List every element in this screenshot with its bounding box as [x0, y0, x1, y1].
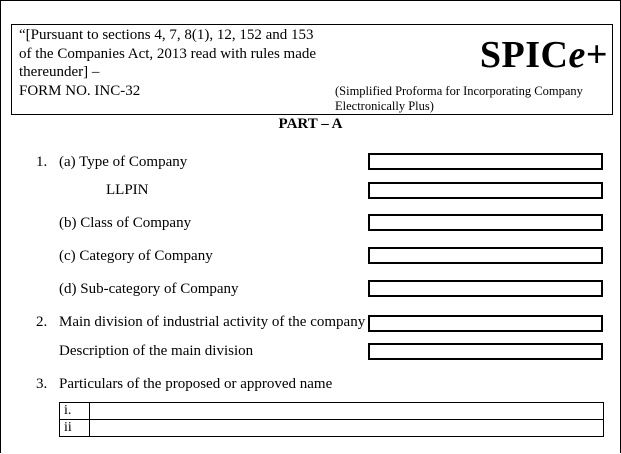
question-1-number: 1. — [36, 154, 48, 170]
question-3-number: 3. — [36, 376, 48, 392]
main-division-description-label: Description of the main division — [59, 343, 254, 359]
llpin-label: LLPIN — [106, 182, 149, 198]
table-row — [60, 420, 604, 437]
type-of-company-label: (a) Type of Company — [59, 154, 188, 170]
spice-plus-logo: SPICe+ — [479, 34, 608, 76]
class-of-company-field[interactable] — [368, 214, 603, 231]
row-number: i. — [60, 403, 90, 420]
sub-category-of-company-label: (d) Sub-category of Company — [59, 281, 239, 297]
proposed-names-table — [59, 402, 604, 437]
row-number: ii — [60, 420, 90, 437]
pursuant-statement — [19, 26, 319, 100]
category-of-company-label: (c) Category of Company — [59, 248, 213, 264]
type-of-company-field[interactable] — [368, 153, 603, 170]
sub-category-of-company-field[interactable] — [368, 280, 603, 297]
form-header — [11, 24, 613, 115]
logo-tagline: (Simplified Proforma for Incorporating Company Electronically Plus) — [335, 84, 583, 113]
form-number: FORM NO. INC-32 — [19, 82, 141, 99]
llpin-field[interactable] — [368, 182, 603, 199]
proposed-name-field[interactable] — [90, 420, 604, 437]
main-division-label: Main division of industrial activity of the company — [59, 314, 366, 330]
table-row — [60, 403, 604, 420]
proposed-name-label: Particulars of the proposed or approved name — [59, 376, 333, 392]
part-title: PART – A — [278, 116, 343, 132]
pursuant-text: “[Pursuant to sections 4, 7, 8(1), 12, 152 and 153 of the Companies Act, 2013 read with rules made thereunder] – — [19, 27, 317, 80]
category-of-company-field[interactable] — [368, 247, 603, 264]
class-of-company-label: (b) Class of Company — [59, 215, 192, 231]
main-division-description-field[interactable] — [368, 343, 603, 360]
main-division-field[interactable] — [368, 315, 603, 332]
proposed-name-field[interactable] — [90, 403, 604, 420]
question-2-number: 2. — [36, 314, 48, 330]
